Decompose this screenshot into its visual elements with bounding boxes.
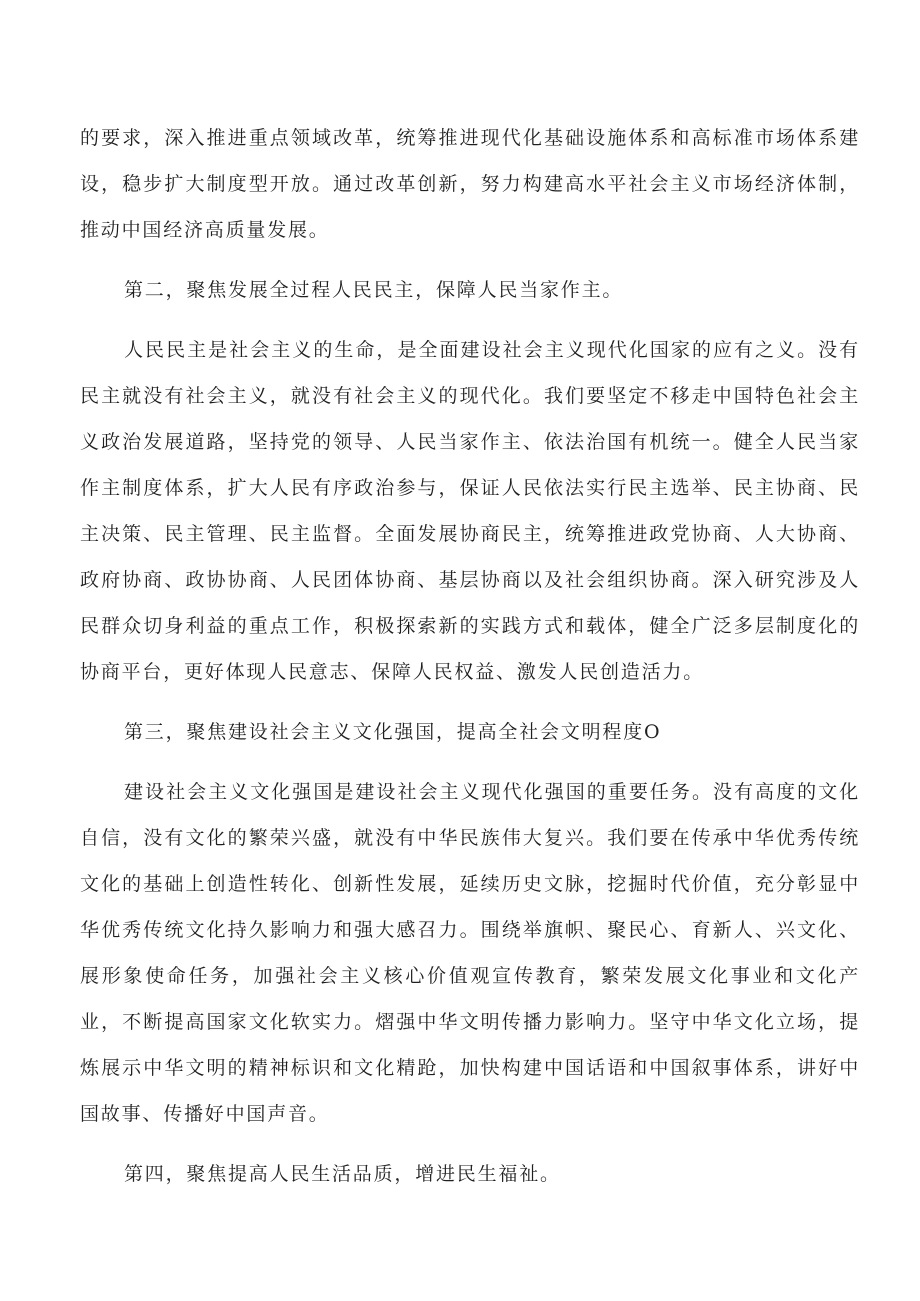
section-heading-3: 第三，聚焦建设社会主义文化强国，提高全社会文明程度O [124,721,662,743]
paragraph-gap [80,695,860,709]
document-body [80,115,860,1197]
paragraph-gap [80,755,860,769]
section-heading-2: 第二，聚焦发展全过程人民民主，保障人民当家作主。 [124,279,624,301]
paragraph-continuation: 的要求，深入推进重点领域改革，统筹推进现代化基础设施体系和高标准市场体系建设，稳步扩大制度型开放。通过改革创新，努力构建高水平社会主义市场经济体制，推动中国经济高质量发展。 [80,127,860,241]
paragraph-democracy: 人民民主是社会主义的生命，是全面建设社会主义现代化国家的应有之义。没有民主就没有社会主义，就没有社会主义的现代化。我们要坚定不移走中国特色社会主义政治发展道路，坚持党的领导、人民当家作主、依法治国有机统一。健全人民当家作主制度体系，扩大人民有序政治参与，保证人民依法实行民主选举、民主协商、民主决策、民主管理、民主监督。全面发展协商民主，统筹推进政党协商、人大协商、政府协商、政协协商、人民团体协商、基层协商以及社会组织协商。深入研究涉及人民群众切身利益的重点工作，积极探索新的实践方式和载体，健全广泛多层制度化的协商平台，更好体现人民意志、保障人民权益、激发人民创造活力。 [80,339,860,683]
paragraph-gap [80,313,860,327]
paragraph-gap [80,1137,860,1151]
section-heading-4: 第四，聚焦提高人民生活品质，增进民生福祉。 [124,1163,561,1185]
paragraph-culture: 建设社会主义文化强国是建设社会主义现代化强国的重要任务。没有高度的文化自信，没有文化的繁荣兴盛，就没有中华民族伟大复兴。我们要在传承中华优秀传统文化的基础上创造性转化、创新性发展，延续历史文脉，挖掘时代价值，充分彰显中华优秀传统文化持久影响力和强大感召力。围绕举旗帜、聚民心、育新人、兴文化、展形象使命任务，加强社会主义核心价值观宣传教育，繁荣发展文化事业和文化产业，不断提高国家文化软实力。熠强中华文明传播力影响力。坚守中华文化立场，提炼展示中华文明的精神标识和文化精跄，加快构建中国话语和中国叙事体系，讲好中国故事、传播好中国声音。 [80,781,860,1125]
paragraph-gap [80,253,860,267]
